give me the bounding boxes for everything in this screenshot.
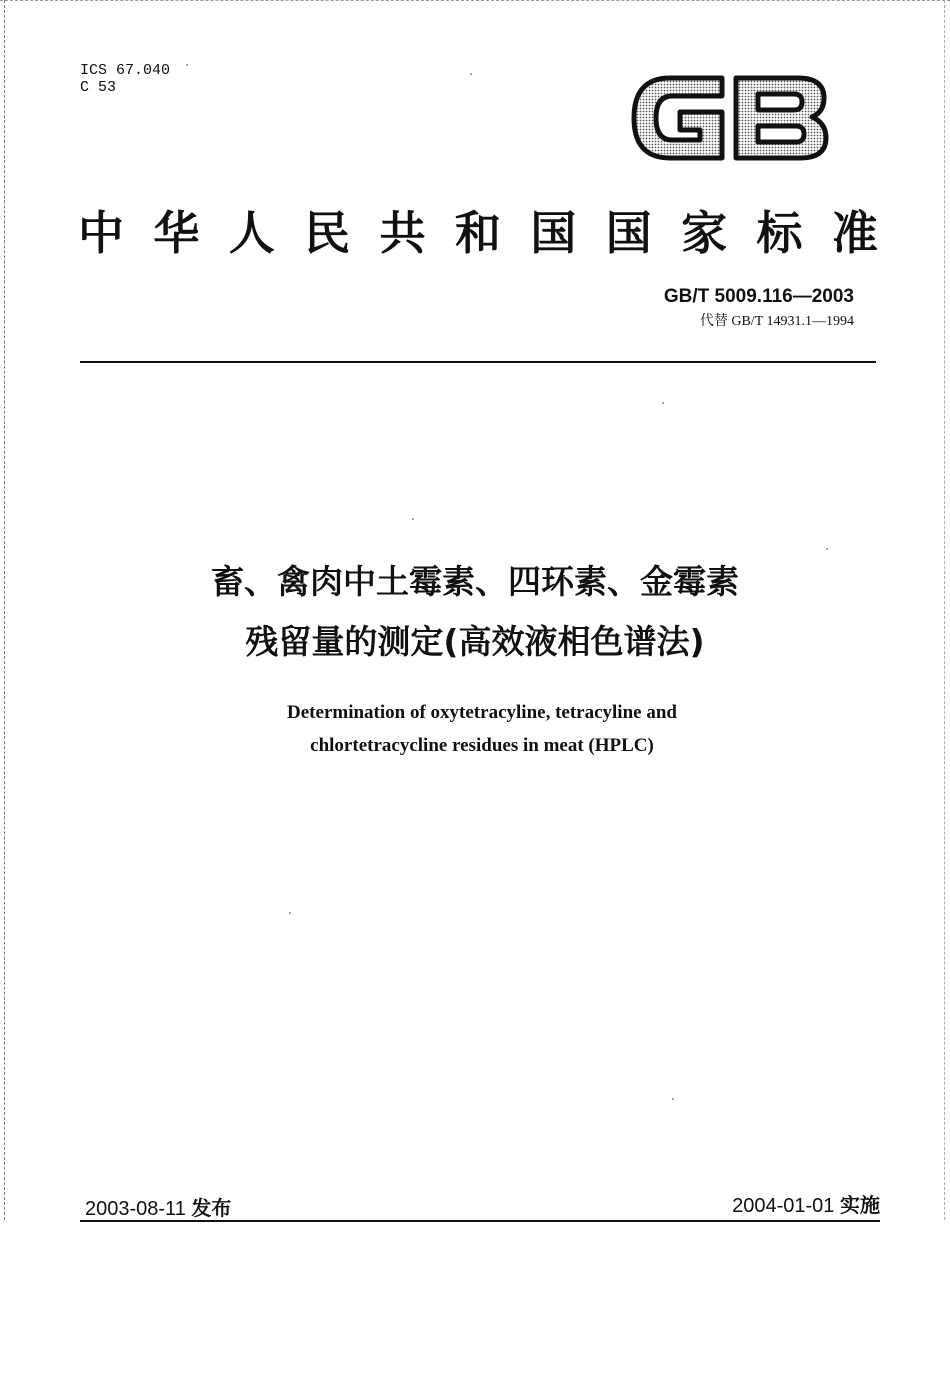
effective-label: 实施 bbox=[840, 1195, 880, 1217]
title-char: 国 bbox=[530, 206, 577, 260]
scan-speck bbox=[826, 548, 828, 550]
ccs-code: C 53 bbox=[80, 79, 117, 96]
effective-date-value: 2004-01-01 bbox=[732, 1195, 835, 1217]
national-standard-title bbox=[78, 200, 878, 260]
chinese-title-line-2: 残留量的测定(高效液相色谱法) bbox=[245, 622, 705, 661]
title-char: 民 bbox=[304, 206, 351, 260]
scan-speck bbox=[470, 73, 472, 75]
title-char: 和 bbox=[454, 206, 501, 260]
chinese-title-line-1: 畜、禽肉中土霉素、四环素、金霉素 bbox=[211, 562, 739, 601]
replaced-standard: 代替 GB/T 14931.1—1994 bbox=[699, 314, 854, 329]
issue-date bbox=[85, 1192, 231, 1221]
gb-logo bbox=[630, 68, 830, 168]
scan-left-edge bbox=[4, 0, 5, 1220]
footer-divider bbox=[80, 1220, 880, 1222]
effective-date bbox=[732, 1189, 880, 1218]
title-char: 中 bbox=[78, 206, 124, 260]
scan-speck bbox=[186, 64, 188, 66]
scan-speck bbox=[412, 518, 414, 520]
english-title-line-2: chlortetracycline residues in meat (HPLC) bbox=[310, 735, 654, 756]
classification-codes bbox=[80, 62, 170, 96]
title-char: 共 bbox=[379, 206, 426, 260]
issue-date-value: 2003-08-11 bbox=[85, 1198, 186, 1220]
scan-speck bbox=[289, 912, 291, 914]
scan-right-edge bbox=[944, 0, 945, 1220]
scan-speck bbox=[672, 1098, 674, 1100]
title-char: 准 bbox=[831, 206, 878, 260]
title-char: 人 bbox=[228, 206, 275, 260]
header-divider bbox=[80, 361, 876, 363]
standard-number: GB/T 5009.116—2003 bbox=[663, 286, 854, 307]
scan-speck bbox=[662, 402, 664, 404]
title-char: 华 bbox=[153, 206, 200, 260]
title-char: 家 bbox=[681, 206, 728, 260]
title-char: 国 bbox=[605, 206, 652, 260]
issue-label: 发布 bbox=[191, 1198, 232, 1220]
english-title-line-1: Determination of oxytetracyline, tetracyline and bbox=[287, 702, 677, 723]
scan-top-edge bbox=[0, 0, 950, 2]
title-char: 标 bbox=[756, 206, 803, 260]
ics-code: ICS 67.040 bbox=[80, 62, 171, 79]
